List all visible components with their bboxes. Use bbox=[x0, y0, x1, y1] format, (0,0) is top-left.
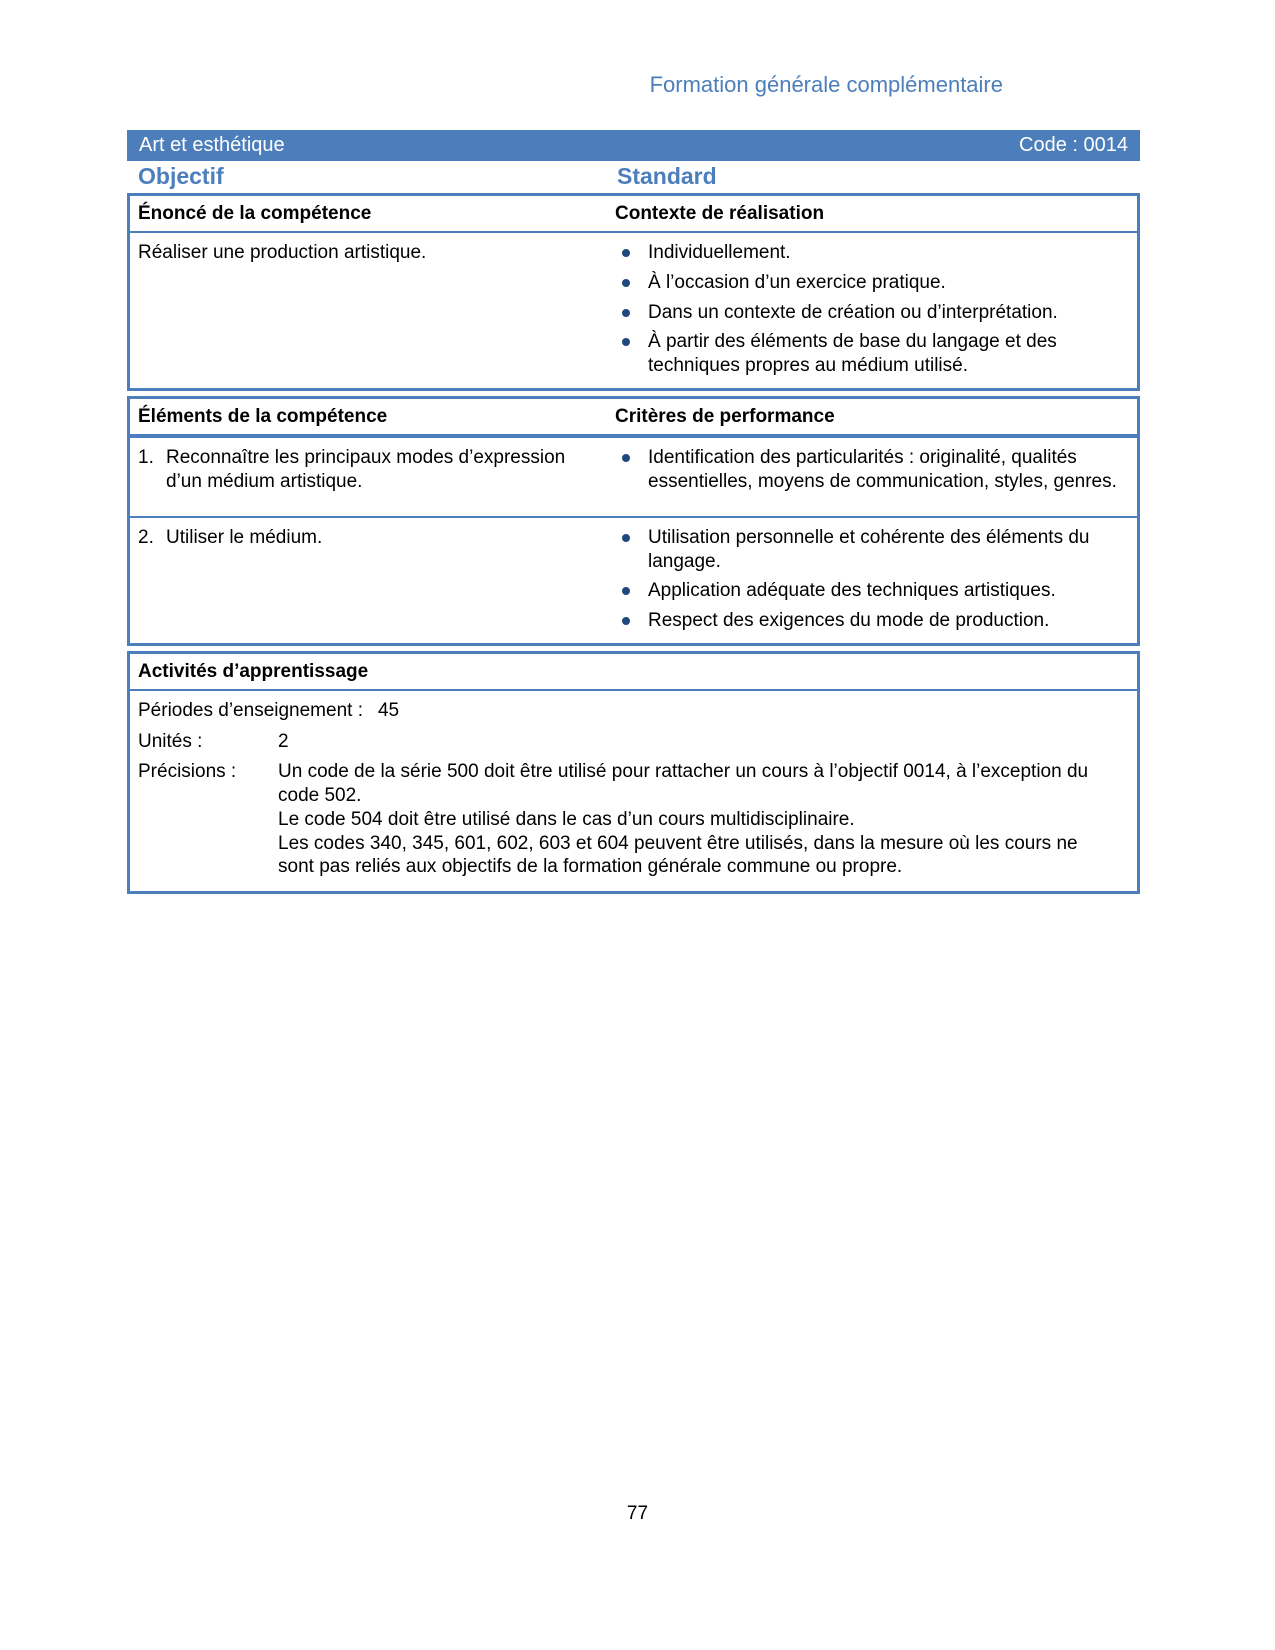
numbered-item bbox=[138, 446, 595, 494]
element-row-2 bbox=[130, 516, 1137, 643]
bullet-icon bbox=[622, 617, 630, 625]
page-number: 77 bbox=[626, 1503, 649, 1524]
precisions-label: Précisions : bbox=[138, 761, 237, 783]
criteres-cell bbox=[615, 438, 1137, 516]
contexte-cell bbox=[615, 233, 1137, 388]
activities-header: Activités d’apprentissage bbox=[130, 654, 1137, 691]
numbered-item bbox=[138, 526, 595, 550]
bullet-icon bbox=[622, 309, 630, 317]
title-bar-code: Code : 0014 bbox=[1019, 134, 1128, 156]
bullet-text: À l’occasion d’un exercice pratique. bbox=[648, 271, 946, 293]
element-cell bbox=[130, 518, 615, 643]
bullet-text: Utilisation personnelle et cohérente des éléments du langage. bbox=[648, 526, 1090, 572]
precisions-paragraph: Un code de la série 500 doit être utilisé pour rattacher un cours à l’objectif 0014, à l’exception du code 502. bbox=[278, 761, 1089, 806]
criteres-header: Critères de performance bbox=[615, 405, 835, 427]
title-bar bbox=[127, 130, 1140, 161]
unites-row bbox=[138, 730, 1127, 754]
enonce-header: Énoncé de la compétence bbox=[138, 203, 372, 224]
bullet-text: Dans un contexte de création ou d’interprétation. bbox=[648, 301, 1058, 323]
bullet-text: Respect des exigences du mode de production. bbox=[648, 610, 1050, 631]
bullet-text: À partir des éléments de base du langage et des techniques propres au médium utilisé. bbox=[648, 331, 1057, 376]
column-headings bbox=[127, 163, 1140, 191]
contexte-header: Contexte de réalisation bbox=[615, 203, 825, 224]
item-text: Utiliser le médium. bbox=[166, 526, 323, 548]
objectif-heading: Objectif bbox=[138, 163, 224, 189]
item-number: 1. bbox=[138, 446, 154, 468]
bullet-text: Application adéquate des techniques artistiques. bbox=[648, 580, 1056, 602]
list-item bbox=[615, 330, 1125, 378]
elements-table-header bbox=[130, 399, 1137, 436]
elements-table bbox=[127, 396, 1140, 646]
periodes-row bbox=[138, 699, 1127, 723]
criteres-cell bbox=[615, 518, 1137, 643]
periodes-label: Périodes d’enseignement : bbox=[138, 699, 363, 721]
bullet-icon bbox=[622, 279, 630, 287]
element-cell bbox=[130, 438, 615, 516]
tables-container bbox=[127, 193, 1140, 899]
bullet-icon bbox=[622, 587, 630, 595]
unites-value: 2 bbox=[278, 730, 289, 752]
list-item bbox=[615, 271, 1125, 295]
precisions-paragraph: Les codes 340, 345, 601, 602, 603 et 604 peuvent être utilisés, dans la mesure où les cours ne sont pas reliés aux objectifs de la formation générale commune ou propre. bbox=[278, 832, 1078, 878]
precisions-row bbox=[138, 760, 1127, 879]
criteres-bullet-list bbox=[615, 446, 1125, 494]
contexte-bullet-list bbox=[615, 241, 1125, 378]
list-item bbox=[615, 241, 1125, 265]
competence-table bbox=[127, 193, 1140, 391]
criteres-bullet-list bbox=[615, 526, 1125, 633]
list-item bbox=[615, 446, 1125, 494]
competence-statement: Réaliser une production artistique. bbox=[138, 242, 427, 263]
running-header: Formation générale complémentaire bbox=[649, 72, 1003, 97]
bullet-icon bbox=[622, 338, 630, 346]
elements-header: Éléments de la compétence bbox=[138, 405, 388, 427]
list-item bbox=[615, 579, 1125, 603]
competence-table-header bbox=[130, 196, 1137, 233]
periodes-value: 45 bbox=[377, 699, 400, 721]
bullet-icon bbox=[622, 454, 630, 462]
competence-table-body bbox=[130, 233, 1137, 388]
activities-table bbox=[127, 651, 1140, 894]
bullet-icon bbox=[622, 534, 630, 542]
bullet-text: Identification des particularités : originalité, qualités essentielles, moyens de communication, styles, genres. bbox=[648, 446, 1117, 492]
item-number: 2. bbox=[138, 526, 154, 548]
list-item bbox=[615, 609, 1125, 633]
activities-body bbox=[130, 691, 1137, 891]
title-bar-subject: Art et esthétique bbox=[139, 134, 285, 156]
standard-heading: Standard bbox=[617, 163, 717, 189]
precisions-value bbox=[278, 760, 1108, 879]
bullet-text: Individuellement. bbox=[648, 242, 791, 263]
element-row-1 bbox=[130, 436, 1137, 516]
precisions-paragraph: Le code 504 doit être utilisé dans le cas d’un cours multidisciplinaire. bbox=[278, 808, 855, 830]
list-item bbox=[615, 526, 1125, 574]
unites-label: Unités : bbox=[138, 730, 203, 752]
bullet-icon bbox=[622, 249, 630, 257]
item-text: Reconnaître les principaux modes d’expression d’un médium artistique. bbox=[166, 446, 566, 492]
list-item bbox=[615, 301, 1125, 325]
